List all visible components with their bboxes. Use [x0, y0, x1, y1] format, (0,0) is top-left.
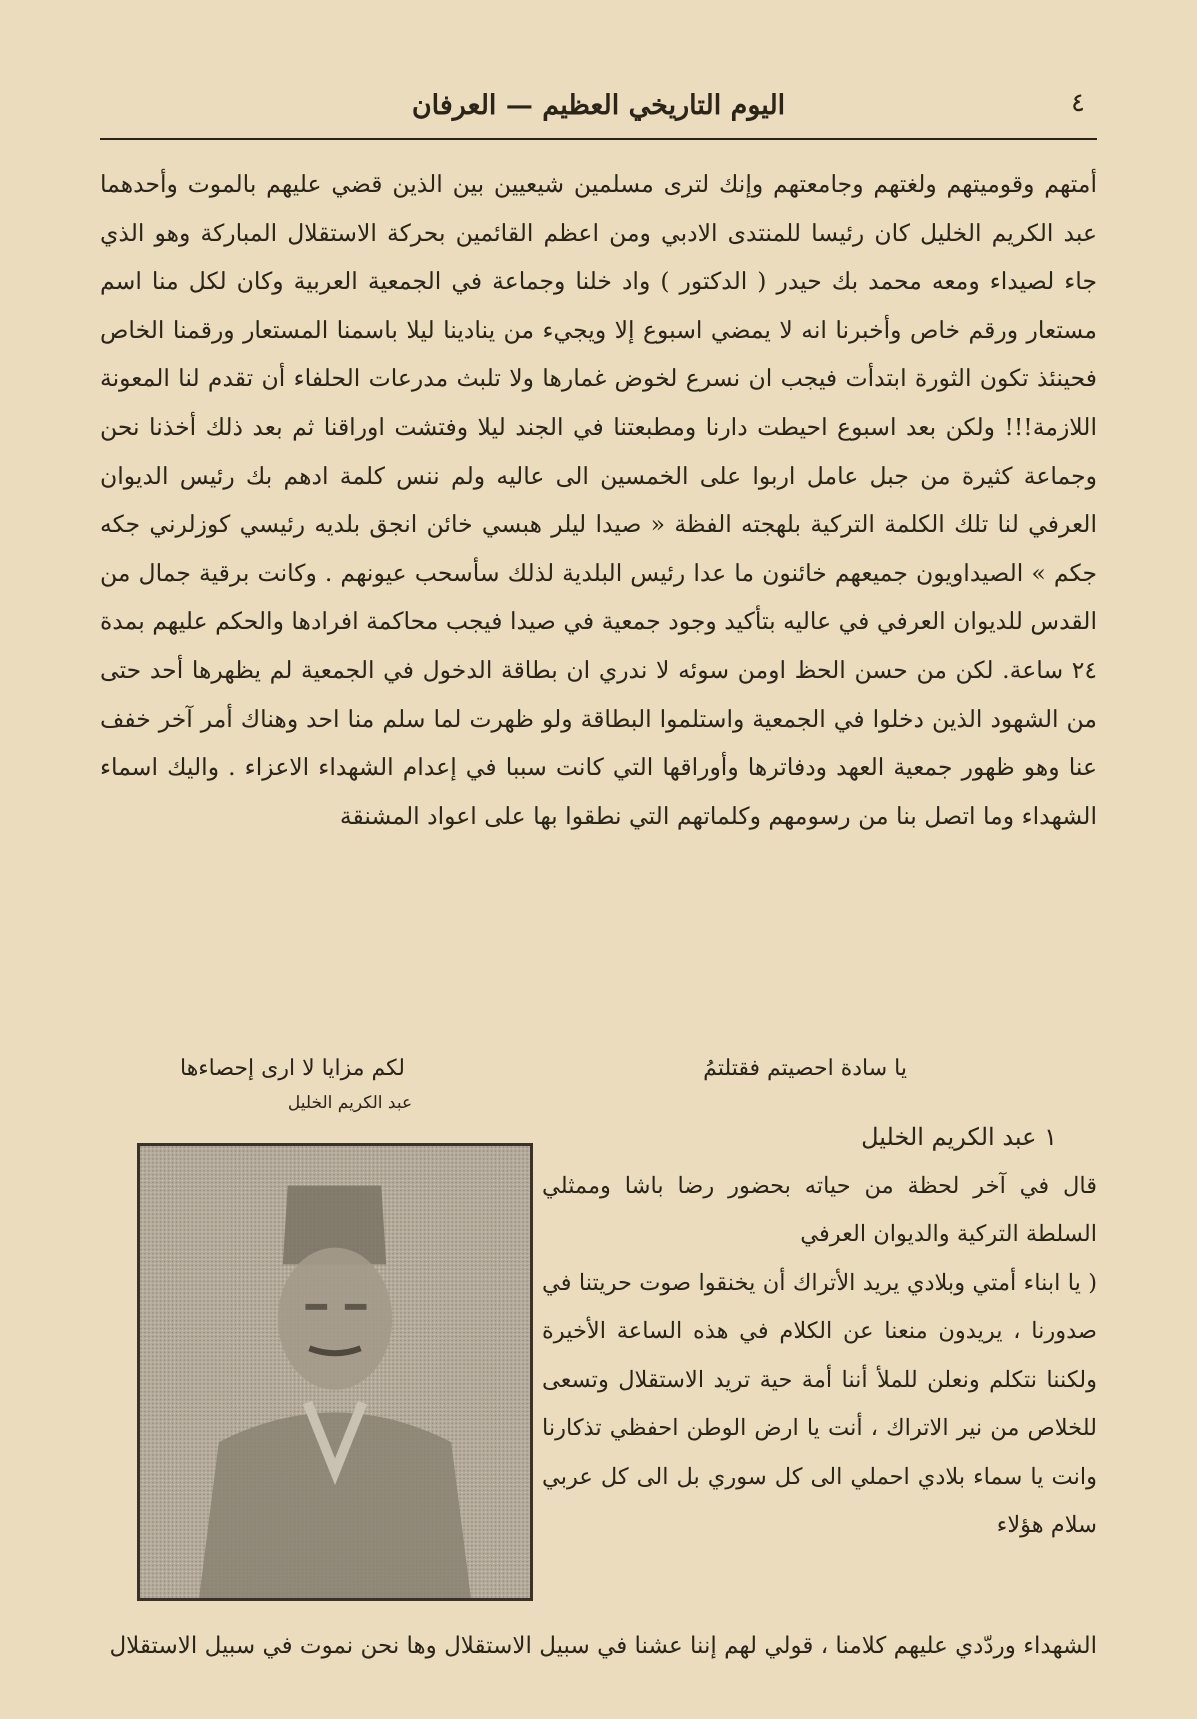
page-number: ٤ — [1071, 88, 1085, 118]
section-intro: قال في آخر لحظة من حياته بحضور رضا باشا وممثلي السلطة التركية والديوان العرفي — [542, 1172, 1097, 1247]
martyr-section — [542, 1113, 1097, 1550]
closing-line: الشهداء وردّدي عليهم كلامنا ، قولي لهم إننا عشنا في سبيل الاستقلال وها نحن نموت في سبيل الاستقلال — [109, 1633, 1097, 1659]
article-body — [100, 160, 1097, 840]
portrait-photo — [137, 1143, 533, 1601]
running-title: اليوم التاريخي العظيم — العرفان — [411, 90, 786, 121]
verse-attribution: عبد الكريم الخليل — [287, 1093, 413, 1113]
portrait-image — [140, 1146, 530, 1598]
verse-first-hemistich: يا سادة احصيتم فقتلتمُ — [703, 1056, 907, 1081]
section-heading: ١ عبد الكريم الخليل — [861, 1123, 1057, 1151]
page-header — [100, 82, 1097, 140]
section-quote: ( يا ابناء أمتي وبلادي يريد الأتراك أن يخنقوا صوت حريتنا في صدورنا ، يريدون منعنا عن الكلام في هذه الساعة الأخيرة ولكننا نتكلم ونعلن للملأ أننا أمة حية تريد الاستقلال وتسعى للخلاص من نير الاتراك ، أنت يا ارض الوطن احفظي تذكارنا وانت يا سماء بلادي احملي الى كل سوري بل الى كل عربي سلام هؤلاء — [542, 1269, 1097, 1538]
article-paragraph: أمتهم وقوميتهم ولغتهم وجامعتهم وإنك لترى مسلمين شيعيين بين الذين قضي عليهم بالموت وأحدهما عبد الكريم الخليل كان رئيسا للمنتدى الادبي ومن اعظم القائمين بحركة الاستقلال المباركة وهو الذي جاء لصيداء ومعه محمد بك حيدر ( الدكتور ) واد خلنا وجماعة في الجمعية العربية وكان لكل منا اسم مستعار ورقم خاص وأخبرنا انه لا يمضي اسبوع إلا ويجيء من ينادينا ليلا باسمنا المستعار ورقمنا الخاص فحينئذ تكون الثورة ابتدأت فيجب ان نسرع لخوض غمارها ولا تلبث مدرعات الحلفاء أن تقدم لنا المعونة اللازمة!!! ولكن بعد اسبوع احيطت دارنا ومطبعتنا في الجند ليلا وفتشت اوراقنا ثم بعد ذلك أخذنا نحن وجماعة كثيرة من جبل عامل اربوا على الخمسين الى عاليه ولم ننس كلمة ادهم بك رئيس الديوان العرفي لنا تلك الكلمة التركية بلهجته الفظة « صيدا ليلر هبسي خائن انجق بلديه رئيسي كوزلرني جكه جكم » الصيداويون جميعهم خائنون ما عدا رئيس البلدية لذلك سأسحب عيونهم . وكانت برقية جمال من القدس للديوان العرفي في عاليه بتأكيد وجود جمعية في صيدا فيجب محاكمة افرادها والحكم عليهم بمدة ٢٤ ساعة. لكن من حسن الحظ اومن سوئه لا ندري ان بطاقة الدخول في الجمعية لم يظهرها أحد حتى من الشهود الذين دخلوا في الجمعية واستلموا البطاقة ولو ظهرت لما سلم منا احد وهناك أمر آخر خفف عنا وهو ظهور جمعية العهد ودفاترها وأوراقها التي كانت سببا في إعدام الشهداء الاعزاء . واليك اسماء الشهداء وما اتصل بنا من رسومهم وكلماتهم التي نطقوا بها على اعواد المشنقة — [100, 170, 1098, 830]
verse-line — [100, 1048, 1097, 1098]
verse-second-hemistich: لكم مزايا لا ارى إحصاءها — [180, 1056, 405, 1081]
